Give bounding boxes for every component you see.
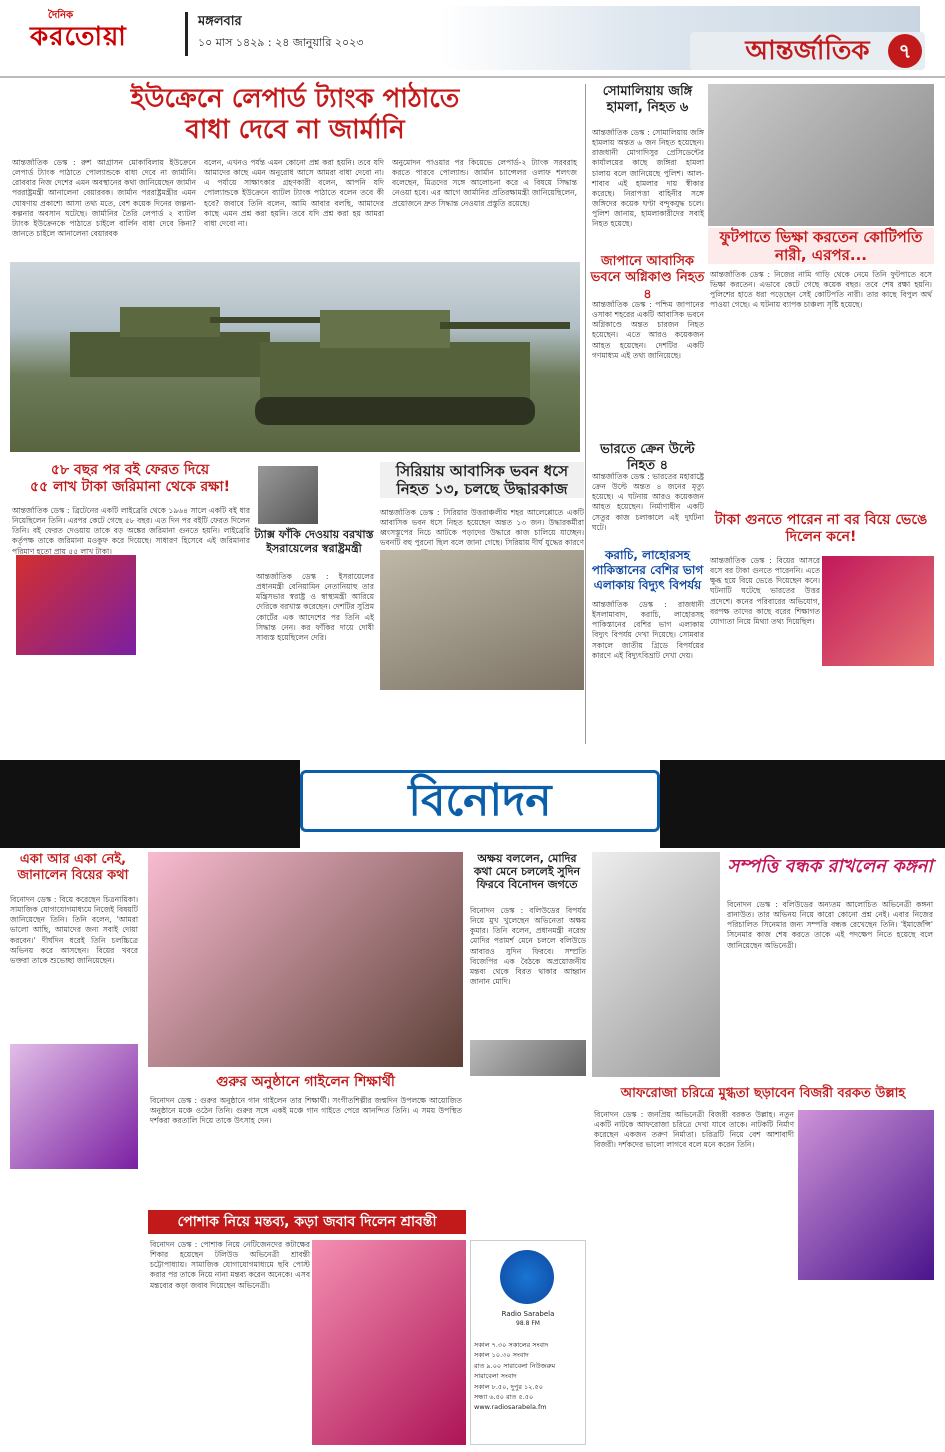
wedding-photo[interactable] xyxy=(822,556,934,666)
radio-row-1: সকাল ৭.৩০ সকালের সংবাদ xyxy=(474,1341,549,1349)
book-photo[interactable] xyxy=(16,555,136,655)
kangana-body: বিনোদন ডেস্ক : বলিউডের অন্যতম আলোচিত অভিনেত্রী কঙ্গনা রানাউত। তার অভিনয় নিয়ে কারো কোনো প্রশ্ন নেই। এবার নিজের পরিচালিত সিনেমার জন্য সম্পত্তি বন্ধক রেখেছেন তিনি। 'ইমার্জেন্সি' সিনেমার কাজ শেষ করতে তাকে এই পদক্ষেপ নিতে হয়েছে বলে জানিয়েছেন অভিনেত্রী। xyxy=(727,900,933,950)
page-number-badge: ৭ xyxy=(888,34,922,68)
fine-headline-line2: ৫৫ লাখ টাকা জরিমানা থেকে রক্ষা! xyxy=(30,478,230,495)
section-title: আন্তর্জাতিক xyxy=(690,32,925,70)
header-day: মঙ্গলবার xyxy=(198,14,242,29)
karachi-headline: করাচি, লাহোরসহ পাকিস্তানের বেশির ভাগ এলাকায় বিদ্যুৎ বিপর্যয় xyxy=(591,548,704,592)
main-headline-line2: বাধা দেবে না জার্মানি xyxy=(185,115,405,146)
main-headline-line1: ইউক্রেনে লেপার্ড ট্যাংক পাঠাতে xyxy=(130,84,460,114)
fine-headline xyxy=(10,462,250,496)
newspaper-logo[interactable]: করতোয়া xyxy=(30,22,127,52)
radio-footer-times: সকাল ৮.৫০, দুপুর ১২.৫০ xyxy=(474,1382,543,1391)
srabonti-photo[interactable] xyxy=(312,1240,466,1445)
syria-body: আন্তর্জাতিক ডেস্ক : সিরিয়ার উত্তরাঞ্চলীয় শহর আলেপ্পোতে একটি আবাসিক ভবন ধসে নিহত হয়েছেন অন্তত ১৩ জন। উদ্ধারকর্মীরা ধ্বংসস্তূপের নিচে আটকে পড়াদের উদ্ধারে কাজ চালিয়ে যাচ্ছেন। ভবনটি বহু পুরনো ছিল বলে জানা গেছে। সিরিয়ায় দীর্ঘ যুদ্ধের কারণে xyxy=(380,508,584,548)
somalia-headline: সোমালিয়ায় জঙ্গি হামলা, নিহত ৬ xyxy=(602,84,693,116)
radio-schedule xyxy=(474,1340,584,1413)
main-col3: অনুমোদন পাওয়ার পর কিয়েভে লেপার্ড-২ ট্যাংক সরবরাহ করতে পারবে পোল্যান্ড। জার্মান চ্যান্সেলর ওলাফ শলৎজ বলেছেন, মিত্রদের সঙ্গে আলোচনা করে এ বিষয়ে সিদ্ধান্ত নেওয়া হবে। এর আগে জার্মানির প্রতিরক্ষামন্ত্রী জানিয়েছিলেন, প্রয়োজনে দ্রুত সিদ্ধান্ত নেওয়ার প্রস্তুতি রয়েছে। xyxy=(392,158,577,208)
radio-freq: 98.8 FM xyxy=(516,1320,540,1327)
srabonti-headline: পোশাক নিয়ে মন্তব্য, কড়া জবাব দিলেন শ্রাবন্তী xyxy=(148,1210,466,1234)
akshay-photo[interactable] xyxy=(470,1040,586,1076)
radio-row-3: রাত ৯.০০ সারাবেলা নিউজরুম xyxy=(474,1361,556,1370)
logo-small: দৈনিক xyxy=(48,10,74,21)
main-col2: বলেন, এখনও পর্যন্ত এমন কোনো প্রশ্ন করা হয়নি। তবে যদি আমাদের কাছে এমন অনুরোধ আসে আমরা বাধা দেবো না। এ পর্যায়ে সাক্ষাৎকার গ্রহণকারী বলেন, আপনি যদি পোল্যান্ডকে ইউক্রেনে ব্যাটল ট্যাংক পাঠাতে বলেন তবে কী হবে? জবাবে তিনি বলেন, আমি আবার বলছি, আমাদের কাছে এমন প্রশ্ন করা হয়নি। তবে যদি প্রশ্ন করা হয় আমরা বাধা দেবো না। xyxy=(204,158,384,228)
akshay-headline: অক্ষয় বললেন, মোদির কথা মেনে চললেই সুদিন ফিরবে বিনোদন জগতে xyxy=(473,852,581,892)
beggar-photo[interactable] xyxy=(708,84,934,226)
money-body: আন্তর্জাতিক ডেস্ক : বিয়ের আসরে বসে বর টাকা গুনতে পারেননি। এতে ক্ষুব্ধ হয়ে বিয়ে ভেঙে দিয়েছেন কনে। ঘটনাটি ঘটেছে ভারতের উত্তর প্রদেশে। কনের পরিবারের অভিযোগ, বরপক্ষ তাদের কাছে বরের শিক্ষাগত যোগ্যতা নিয়ে মিথ্যা তথ্য দিয়েছিল। xyxy=(710,556,820,626)
tank-illustration xyxy=(10,262,580,452)
afroza-photo[interactable] xyxy=(798,1110,934,1280)
syria-headline xyxy=(380,462,584,498)
guru-photo[interactable] xyxy=(148,852,463,1067)
india-headline: ভারতে ক্রেন উল্টে নিহত ৪ xyxy=(600,442,695,474)
afroza-headline: আফরোজা চরিত্রে মুগ্ধতা ছড়াবেন বিজরী বরকত উল্লাহ xyxy=(592,1082,934,1106)
ekka-headline: একা আর একা নেই, জানালেন বিয়ের কথা xyxy=(17,852,129,883)
radio-evening: সন্ধ্যা ৬.৫০ রাত ৫.৫০ xyxy=(474,1392,534,1401)
syria-headline-line1: সিরিয়ায় আবাসিক ভবন ধসে xyxy=(395,462,569,480)
header-date: ১০ মাস ১৪২৯ : ২৪ জানুয়ারি ২০২৩ xyxy=(198,36,364,49)
actress-photo[interactable] xyxy=(10,1044,138,1169)
money-headline: টাকা গুনতে পারেন না বর বিয়ে ভেঙে দিলেন কনে! xyxy=(714,512,928,545)
beggar-headline: ফুটপাতে ভিক্ষা করতেন কোটিপতি নারী, এরপর... xyxy=(708,228,934,264)
india-body: আন্তর্জাতিক ডেস্ক : ভারতের মহারাষ্ট্রে ক্রেন উল্টে অন্তত ৪ জনের মৃত্যু হয়েছে। এ ঘটনায় আরও কয়েকজন আহত হয়েছেন। নির্মাণাধীন একটি সেতুর কাজ চলাকালে এই দুর্ঘটনা ঘটে। xyxy=(592,472,704,532)
main-col1: আন্তর্জাতিক ডেস্ক : রুশ আগ্রাসন মোকাবিলায় ইউক্রেনে লেপার্ড ট্যাংক পাঠাতে পোল্যান্ডকে বাধা দেবে না জার্মানি। রোববার নিজ দেশের এমন অবস্থানের কথা জানিয়েছেন জার্মান পররাষ্ট্রমন্ত্রী আনালেনা বেয়ারবক। জার্মান পররাষ্ট্রমন্ত্রীর এমন ঘোষণায় প্রকাশ্যে আসা তথ্য মতে, বেশ কয়েক দিনের জল্পনা-কল্পনার অবসান ঘটেছে। জার্মানির তৈরি লেপার্ড ২ ব্যাটল ট্যাংক ইউক্রেনকে পাঠাতে চাইলে বার্লিন বাধা দেবে কিনা? জানতে চাইলে আনালেনা বেয়ারবক xyxy=(12,158,196,238)
guru-body: বিনোদন ডেস্ক : গুরুর অনুষ্ঠানে গান গাইলেন তার শিক্ষার্থী। সংগীতশিল্পীর জন্মদিন উপলক্ষে আয়োজিত অনুষ্ঠানে মঞ্চে ওঠেন তিনি। গুরুর সঙ্গে একই মঞ্চে গান গাইতে পেরে আনন্দিত তিনি। এ সময় উপস্থিত দর্শকরা করতালি দিয়ে তাকে উৎসাহ দেন। xyxy=(150,1096,462,1126)
fine-body: আন্তর্জাতিক ডেস্ক : ব্রিটেনের একটি লাইব্রেরি থেকে ১৯৬৪ সালে একটি বই ধার নিয়েছিলেন তিনি। এরপর কেটে গেছে ৫৮ বছর। এত দিন পর বইটি ফেরত দিলেন তিনি। বই ফেরত দেওয়ায় তাকে বড় অঙ্কের জরিমানা গুনতে হয়নি। লাইব্রেরি কর্তৃপক্ষ তাকে জরিমানা মওকুফ করে দিয়েছে। সাধারণ হিসেবে এই জরিমানার পরিমাণ হতো প্রায় ৫৫ লাখ টাকা। xyxy=(12,506,250,556)
column-rule xyxy=(585,84,586,744)
header-divider xyxy=(185,12,188,56)
israel-headline: ট্যাক্স ফাঁকি দেওয়ায় বরখাস্ত ইসরায়েলের স্বরাষ্ট্রমন্ত্রী xyxy=(254,528,374,555)
syria-headline-line2: নিহত ১৩, চলছে উদ্ধারকাজ xyxy=(396,480,568,498)
film-strip-right xyxy=(660,760,945,848)
karachi-body: আন্তর্জাতিক ডেস্ক : রাজধানী ইসলামাবাদ, করাচি, লাহোরসহ পাকিস্তানের বেশির ভাগ এলাকায় বিদ্যুৎ বিপর্যয় দেখা দিয়েছে। সোমবার সকালে জাতীয় গ্রিডে বিপর্যয়ের কারণে এই বিদ্যুৎবিভ্রাট দেখা দেয়। xyxy=(592,600,704,660)
radio-row-2: সকাল ১০.৩০ সংবাদ xyxy=(474,1351,529,1360)
israel-body: আন্তর্জাতিক ডেস্ক : ইসরায়েলের প্রধানমন্ত্রী বেনিয়ামিন নেতানিয়াহু তার মন্ত্রিসভার স্বরাষ্ট্র ও স্বাস্থ্যমন্ত্রী আরিয়ে দেরিকে বরখাস্ত করেছেন। দেশটির সুপ্রিম কোর্টের এক আদেশের পর তিনি এই সিদ্ধান্ত নেন। কর ফাঁকির দায়ে দোষী সাব্যস্ত হয়েছিলেন দেরি। xyxy=(256,572,374,642)
radio-name: Radio Sarabela xyxy=(501,1310,555,1318)
afroza-body: বিনোদন ডেস্ক : জনপ্রিয় অভিনেত্রী বিজরী বরকত উল্লাহ। নতুন একটি নাটকে আফরোজা চরিত্রে দেখা যাবে তাকে। নাটকটি নির্মাণ করেছেন একজন তরুণ নির্মাতা। চরিত্রটি নিয়ে বেশ আশাবাদী বিজরী। দর্শকদের ভালো লাগবে বলে মনে করেন তিনি। xyxy=(594,1110,794,1150)
guru-headline: গুরুর অনুষ্ঠানে গাইলেন শিক্ষার্থী xyxy=(148,1070,463,1092)
film-strip-left xyxy=(0,760,300,848)
minister-photo[interactable] xyxy=(258,466,318,524)
japan-headline: জাপানে আবাসিক ভবনে অগ্নিকাণ্ড নিহত ৪ xyxy=(590,254,705,302)
radio-site[interactable]: www.radiosarabela.fm xyxy=(474,1403,547,1412)
radio-logo-icon xyxy=(500,1250,554,1304)
beggar-body: আন্তর্জাতিক ডেস্ক : নিজের নামি গাড়ি থেকে নেমে তিনি ফুটপাতে বসে ভিক্ষা করতেন। এভাবে কেটে গেছে কয়েক বছর। তবে শেষ রক্ষা হয়নি। পুলিশের হাতে ধরা পড়েছেন সেই কোটিপতি নারী। তার কাছে বিপুল অর্থ পাওয়া গেছে। এ ঘটনায় ব্যাপক চাঞ্চল্য সৃষ্টি হয়েছে। xyxy=(710,270,932,310)
japan-body: আন্তর্জাতিক ডেস্ক : পশ্চিম জাপানের ওসাকা শহরের একটি আবাসিক ভবনে অগ্নিকাণ্ডে অন্তত চারজন নিহত হয়েছেন। এতে আরও কয়েকজন আহত হয়েছেন। দেশটির একটি গণমাধ্যম এই তথ্য জানিয়েছে। xyxy=(592,300,704,360)
kangana-photo[interactable] xyxy=(592,852,720,1077)
akshay-body: বিনোদন ডেস্ক : বলিউডের বিপর্যয় নিয়ে মুখ খুলেছেন অভিনেতা অক্ষয় কুমার। তিনি বলেন, প্রধানমন্ত্রী নরেন্দ্র মোদির পরামর্শ মেনে চললে বলিউডে আবারও সুদিন ফিরবে। সম্প্রতি বিজেপির এক বৈঠকে অপ্রয়োজনীয় মন্তব্য থেকে বিরত থাকার আহ্বান জানান মোদি। xyxy=(470,906,586,986)
ekka-body: বিনোদন ডেস্ক : বিয়ে করেছেন চিত্রনায়িকা। সামাজিক যোগাযোগমাধ্যমে নিজেই বিষয়টি জানিয়েছেন তিনি। তিনি বলেন, 'আমরা ভালো আছি, আমাদের জন্য সবাই দোয়া করবেন।' দীর্ঘদিন ধরেই তিনি চলচ্চিত্রে অভিনয় করে আসছেন। বিয়ের খবরে ভক্তরা তাকে শুভেচ্ছা জানিয়েছেন। xyxy=(10,895,138,965)
kangana-headline: সম্পত্তি বন্ধক রাখলেন কঙ্গনা xyxy=(727,856,933,877)
fine-headline-line1: ৫৮ বছর পর বই ফেরত দিয়ে xyxy=(50,462,210,478)
tank-photo[interactable] xyxy=(10,262,580,452)
binodon-title: বিনোদন xyxy=(300,770,660,832)
radio-footer-label: সারাবেলা সংবাদ xyxy=(474,1372,517,1381)
srabonti-body: বিনোদন ডেস্ক : পোশাক নিয়ে নেটিজেনদের কটাক্ষের শিকার হয়েছেন টলিউড অভিনেত্রী শ্রাবন্তী চট্টোপাধ্যায়। সামাজিক যোগাযোগমাধ্যমে ছবি পোস্ট করার পর তাকে নিয়ে নানা মন্তব্য করেন অনেকে। এসব মন্তব্যের কড়া জবাব দিয়েছেন অভিনেত্রী। xyxy=(150,1240,310,1290)
somalia-body: আন্তর্জাতিক ডেস্ক : সোমালিয়ায় জঙ্গি হামলায় অন্তত ৬ জন নিহত হয়েছেন। রাজধানী মোগাদিসুর প্রেসিডেন্টের কার্যালয়ের কাছে জঙ্গিরা হামলা চালায় বলে জানিয়েছে পুলিশ। আল-শাবাব এই হামলার দায় স্বীকার করেছে। নিরাপত্তা বাহিনীর সঙ্গে জঙ্গিদের কয়েক ঘণ্টা বন্দুকযুদ্ধ চলে। পুলিশ জানায়, হামলাকারীদের সবাই নিহত হয়েছে। xyxy=(592,128,704,229)
main-headline xyxy=(10,84,580,146)
rubble-photo[interactable] xyxy=(380,550,584,690)
